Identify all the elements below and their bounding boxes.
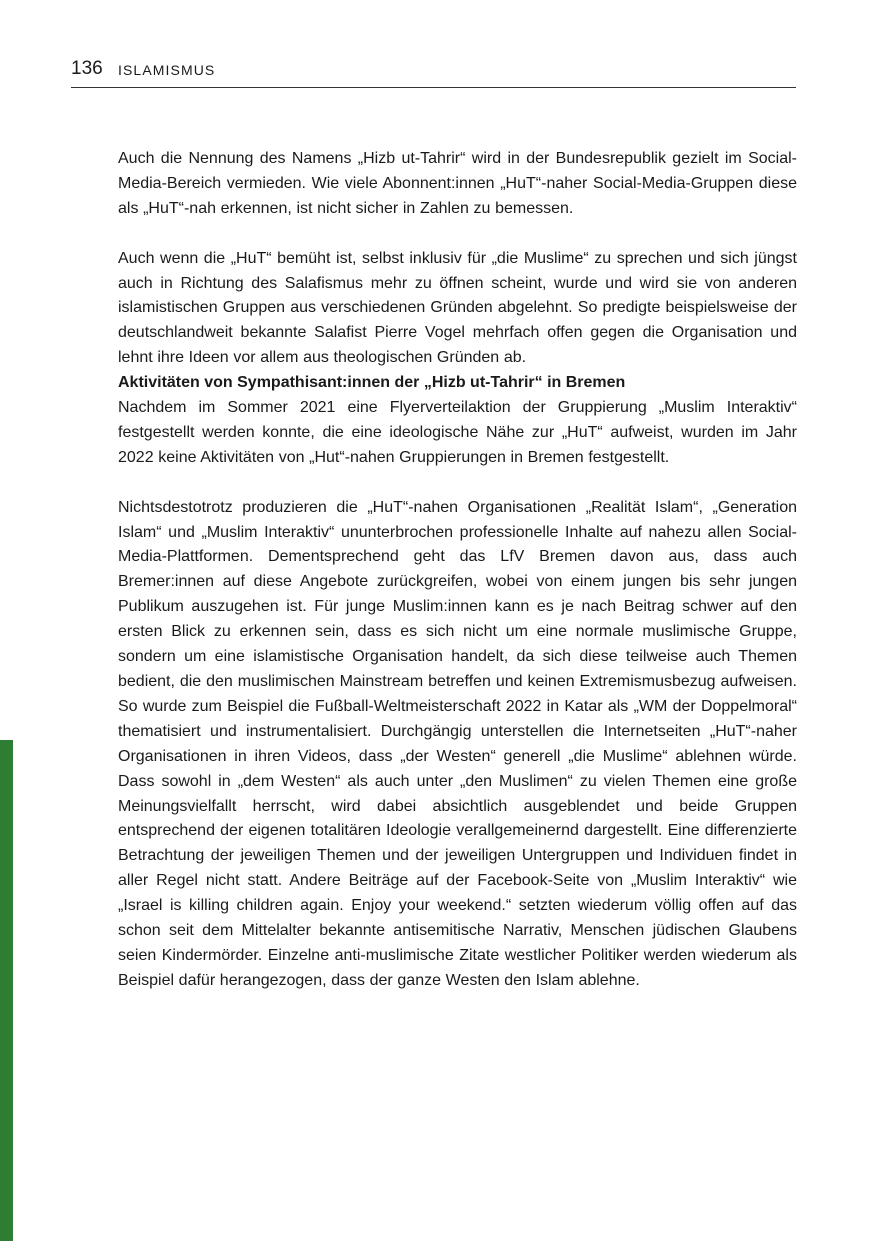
paragraph-4: Nichtsdestotrotz produzieren die „HuT“-nahen Organisationen „Realität Islam“, „Generation Islam“ und „Muslim Interaktiv“ ununterbrochen professionelle Inhalte auf nahezu allen Social-Media-Plattformen. Dementsprechend geht das LfV Bremen davon aus, dass auch Bremer:innen auf diese Angebote zurückgreifen, wobei von einem jungen bis sehr jungen Publikum auszugehen ist. Für junge Muslim:innen kann es je nach Beitrag schwer auf den ersten Blick zu erkennen sein, dass es sich nicht um eine normale muslimische Gruppe, sondern um eine islamistische Organisation handelt, da sich diese teilweise auch Themen bedient, die den muslimischen Mainstream betreffen und keinen Extremismusbezug aufweisen. So wurde zum Beispiel die Fußball-Weltmeisterschaft 2022 in Katar als „WM der Doppelmoral“ thematisiert und instrumentalisiert. Durchgängig unterstellen die Internetseiten „HuT“-naher Organisationen in ihren Videos, dass „der Westen“ generell „die Muslime“ ablehnen würde. Dass sowohl in „dem Westen“ als auch unter „den Muslimen“ zu vielen Themen eine große Meinungsvielfallt herrscht, wird dabei absichtlich ausgeblendet und beide Gruppen entsprechend der eigenen totalitären Ideologie verallgemeinernd dargestellt. Eine differenzierte Betrachtung der jeweiligen Themen und der jeweiligen Untergruppen und Individuen findet in aller Regel nicht statt. Andere Beiträge auf der Facebook-Seite von „Muslim Interaktiv“ wie „Israel is killing children again. Enjoy your weekend.“ setzten wiederum völlig offen auf das schon seit dem Mittelalter bekannte antisemitische Narrativ, Menschen jüdischen Glaubens seien Kindermörder. Einzelne anti-muslimische Zitate westlicher Politiker werden wiederum als Beispiel dafür herangezogen, dass der ganze Westen den Islam ablehne. (118, 498, 797, 989)
paragraph-2: Auch wenn die „HuT“ bemüht ist, selbst inklusiv für „die Muslime“ zu sprechen und sich jüngst auch in Richtung des Salafismus mehr zu öffnen scheint, wurde und wird sie von anderen islamistischen Gruppen aus verschiedenen Gründen abgelehnt. So predigte beispielsweise der deutschlandweit bekannte Salafist Pierre Vogel mehrfach offen gegen die Organisation und lehnt ihre Ideen vor allem aus theologischen Gründen ab. (118, 249, 797, 367)
paragraph-3: Nachdem im Sommer 2021 eine Flyerverteilaktion der Gruppierung „Muslim Interaktiv“ festgestellt werden konnte, die eine ideologische Nähe zur „HuT“ aufweist, wurden im Jahr 2022 keine Aktivitäten von „Hut“-nahen Gruppierungen in Bremen festgestellt. (118, 399, 797, 466)
green-accent-bar (0, 740, 13, 1241)
paragraph-1: Auch die Nennung des Namens „Hizb ut-Tahrir“ wird in der Bundesrepublik gezielt im Social-Media-Bereich vermieden. Wie viele Abonnent:innen „HuT“-naher Social-Media-Gruppen diese als „HuT“-nah erkennen, ist nicht sicher in Zahlen zu bemessen. (118, 150, 797, 217)
page-header (71, 58, 796, 88)
section-heading: Aktivitäten von Sympathisant:innen der „Hizb ut-Tahrir“ in Bremen (118, 374, 626, 392)
body-text (118, 147, 797, 994)
running-title: ISLAMISMUS (118, 62, 216, 78)
page-number: 136 (71, 58, 103, 79)
